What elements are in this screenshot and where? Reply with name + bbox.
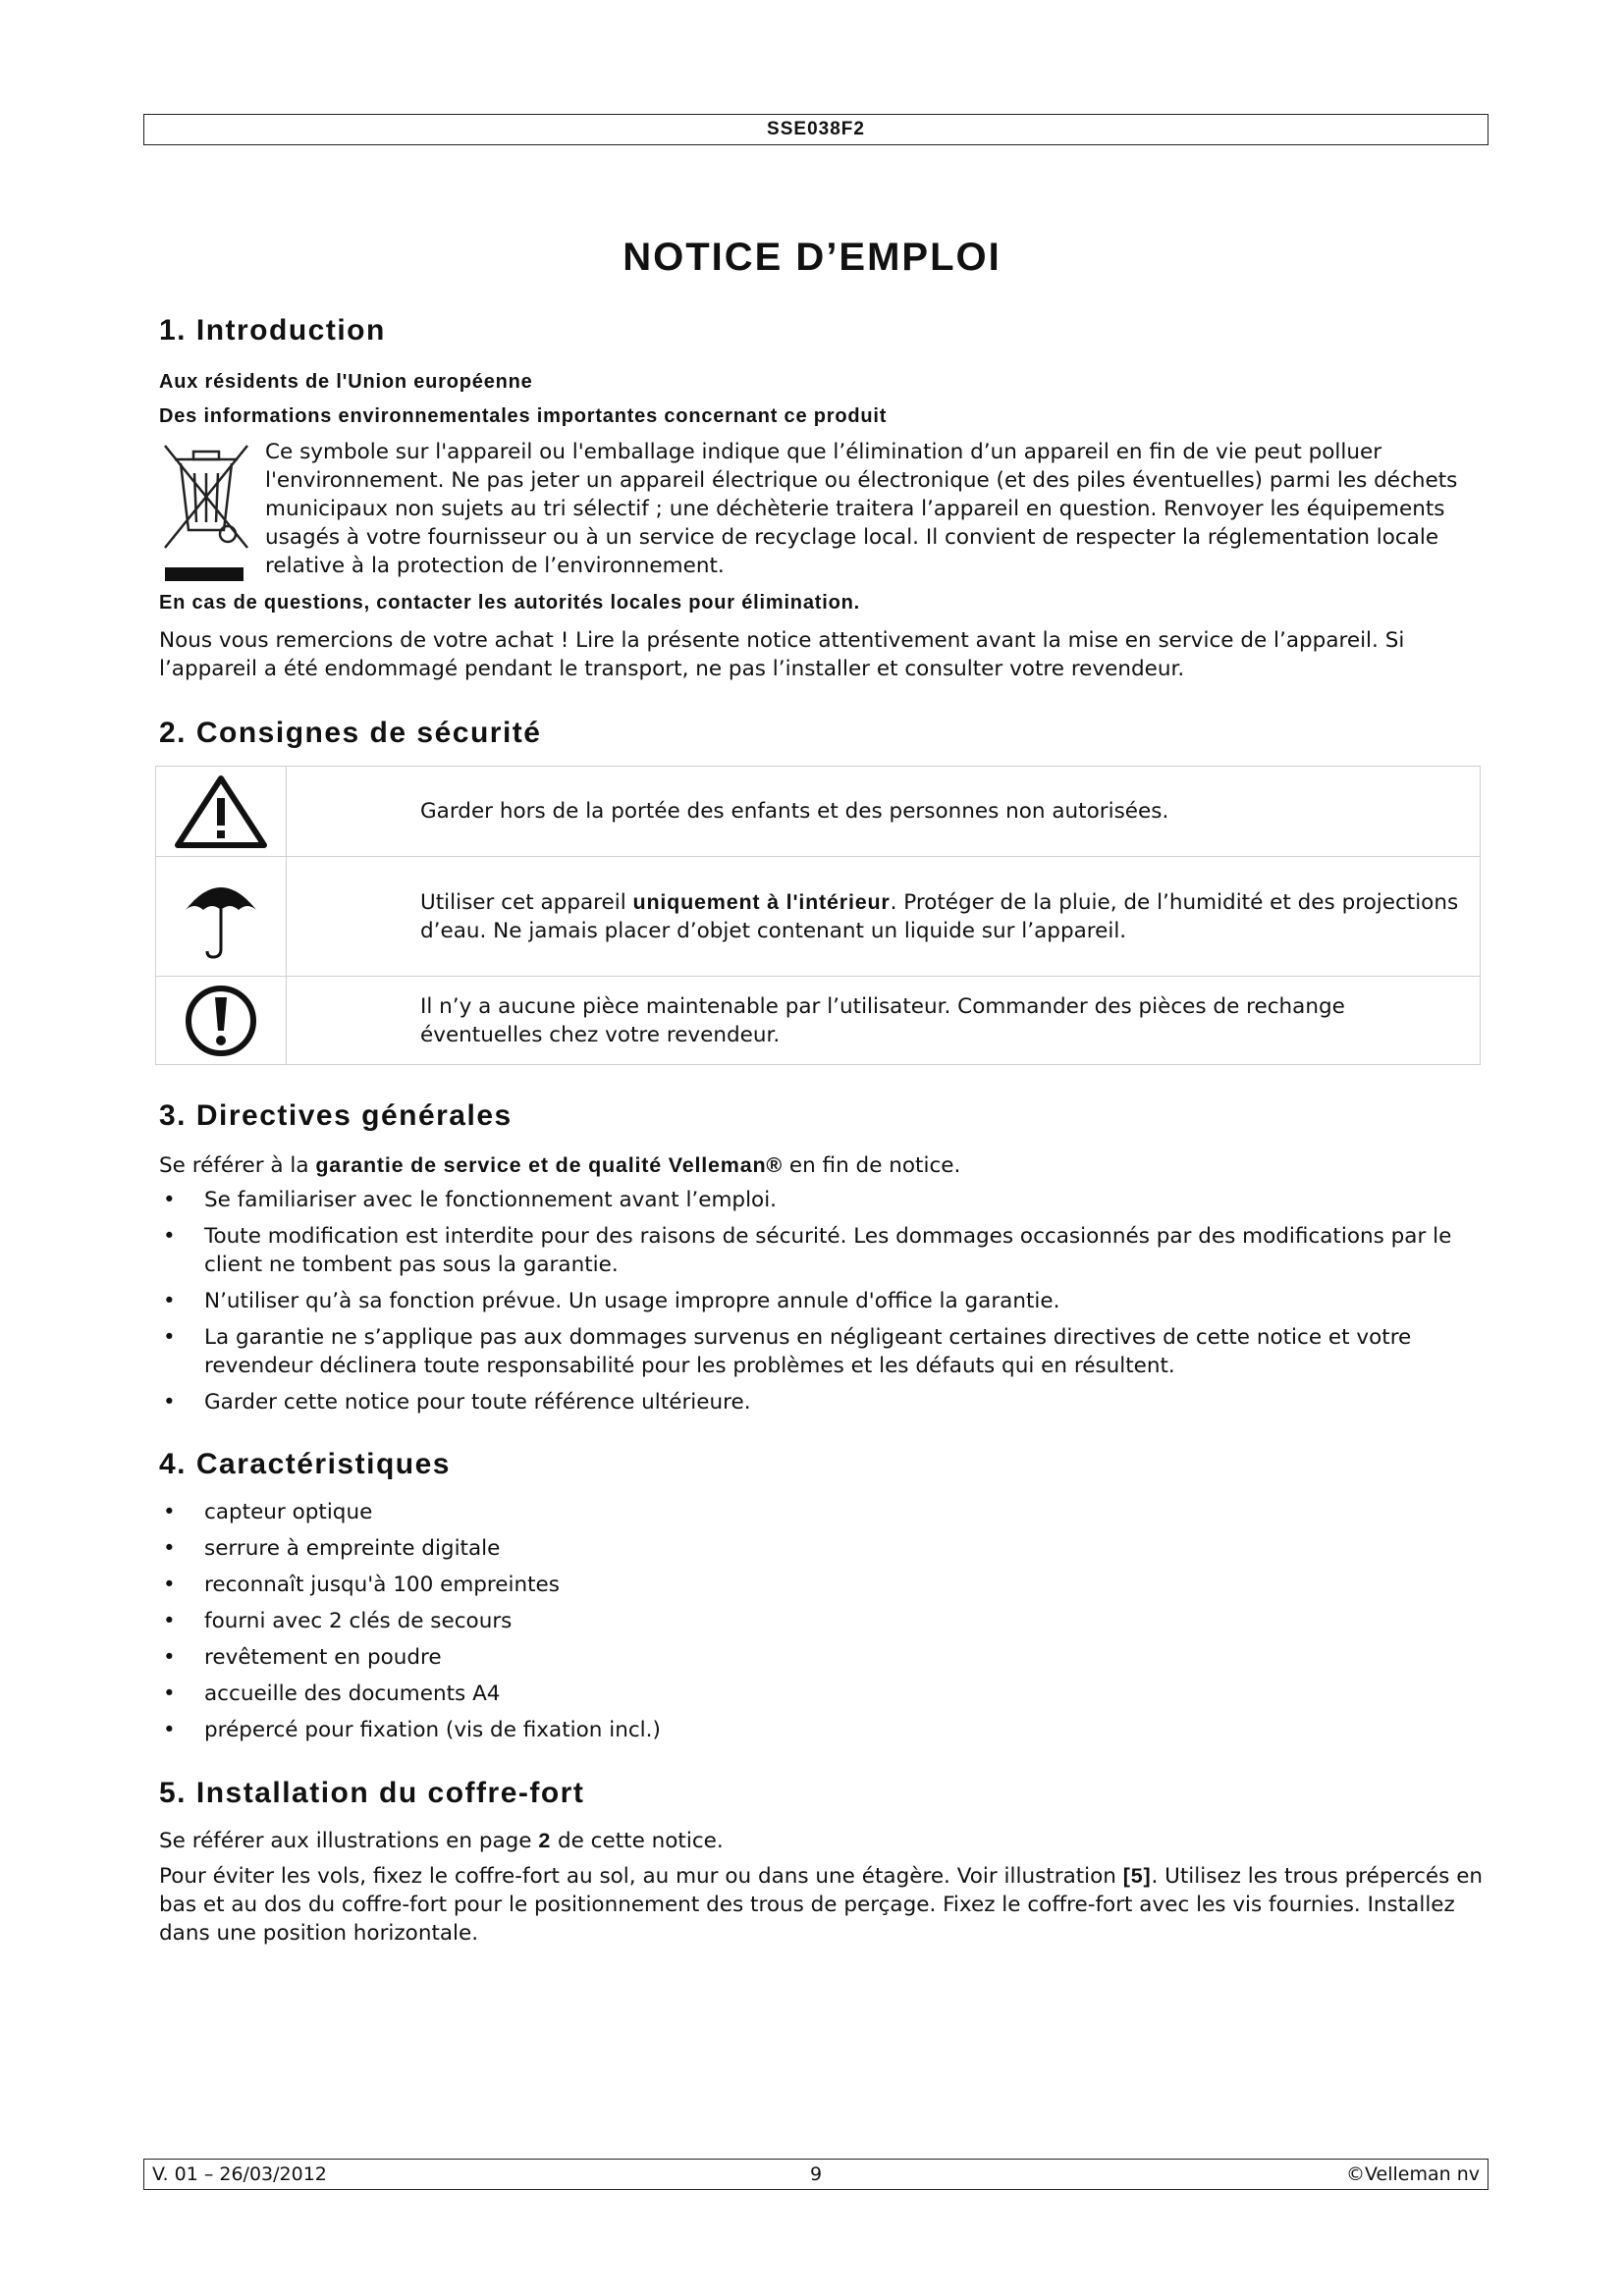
general-intro-post: en fin de notice. bbox=[783, 1153, 961, 1178]
umbrella-icon bbox=[182, 873, 260, 961]
safety-instructions-table bbox=[155, 766, 1481, 1065]
footer-version: V. 01 – 26/03/2012 bbox=[152, 2163, 327, 2185]
safety-icon-cell bbox=[156, 977, 287, 1065]
install-p1-pre: Se référer aux illustrations en page bbox=[159, 1829, 539, 1853]
weee-crossed-bin-icon bbox=[161, 440, 251, 585]
safety-text-indoor-pre: Utiliser cet appareil bbox=[420, 889, 633, 915]
list-item: • reconnaît jusqu'à 100 empreintes bbox=[159, 1571, 1485, 1599]
install-illustrations-ref bbox=[159, 1827, 1485, 1855]
warning-triangle-icon bbox=[174, 774, 268, 849]
list-item: • revêtement en poudre bbox=[159, 1643, 1485, 1672]
list-item: • accueille des documents A4 bbox=[159, 1680, 1485, 1708]
list-item: • Toute modification est interdite pour des raisons de sécurité. Les dommages occasionnés par des modifications par le client ne tombent pas sous la garantie. bbox=[159, 1222, 1485, 1279]
footer-page-number: 9 bbox=[809, 2163, 823, 2185]
general-intro-pre: Se référer à la bbox=[159, 1153, 316, 1178]
safety-text-children: Garder hors de la portée des enfants et des personnes non autorisées. bbox=[287, 767, 1481, 857]
section-heading-features: 4. Caractéristiques bbox=[159, 1448, 451, 1480]
install-p1-post: de cette notice. bbox=[551, 1829, 724, 1853]
general-intro bbox=[159, 1151, 1485, 1180]
list-item: • capteur optique bbox=[159, 1498, 1485, 1526]
safety-text-indoor-post: . Protéger de la pluie, de l’humidité et des projections d’eau. Ne jamais placer d’objet contenant un liquide sur l’appareil. bbox=[420, 889, 1459, 943]
exclamation-circle-icon bbox=[182, 984, 260, 1058]
section-heading-installation: 5. Installation du coffre-fort bbox=[159, 1777, 585, 1809]
contact-authorities-text: En cas de questions, contacter les autorités locales pour élimination. bbox=[159, 592, 860, 614]
list-item: • N’utiliser qu’à sa fonction prévue. Un usage impropre annule d'office la garantie. bbox=[159, 1287, 1485, 1315]
list-item: • La garantie ne s’applique pas aux dommages survenus en négligeant certaines directives de cette notice et votre revendeur déclinera toute responsabilité pour les problèmes et les défauts qui en résultent. bbox=[159, 1323, 1485, 1380]
page-title: NOTICE D’EMPLOI bbox=[623, 236, 1001, 279]
features-list bbox=[159, 1498, 1485, 1744]
safety-row bbox=[156, 767, 1481, 857]
footer bbox=[143, 2159, 1489, 2190]
eu-residents-subheading: Aux résidents de l'Union européenne bbox=[159, 371, 533, 393]
safety-row bbox=[156, 857, 1481, 977]
general-guidelines-list bbox=[159, 1186, 1485, 1416]
thank-you-paragraph: Nous vous remercions de votre achat ! Lire la présente notice attentivement avant la mise en service de l’appareil. Si l’appareil a été endommagé pendant le transport, ne pas l’installer et consulter votre revendeur. bbox=[159, 628, 1405, 681]
footer-copyright: ©Velleman nv bbox=[1346, 2163, 1480, 2185]
list-item: • Se familiariser avec le fonctionnement avant l’emploi. bbox=[159, 1186, 1485, 1214]
environmental-info-subheading: Des informations environnementales importantes concernant ce produit bbox=[159, 405, 888, 427]
safety-text-indoor-bold: uniquement à l'intérieur bbox=[632, 889, 891, 914]
install-p2-figure-ref: [5] bbox=[1122, 1864, 1152, 1888]
install-p1-page: 2 bbox=[538, 1829, 552, 1852]
section-heading-introduction: 1. Introduction bbox=[159, 314, 386, 347]
safety-icon-cell bbox=[156, 767, 287, 857]
list-item: • serrure à empreinte digitale bbox=[159, 1534, 1485, 1563]
section-heading-general: 3. Directives générales bbox=[159, 1099, 513, 1132]
list-item: • prépercé pour fixation (vis de fixation incl.) bbox=[159, 1716, 1485, 1744]
safety-text-no-user-parts: Il n’y a aucune pièce maintenable par l’utilisateur. Commander des pièces de rechange éventuelles chez votre revendeur. bbox=[287, 977, 1481, 1065]
header-model: SSE038F2 bbox=[143, 114, 1489, 145]
general-intro-warranty: garantie de service et de qualité Velleman® bbox=[315, 1153, 784, 1177]
weee-notice-text: Ce symbole sur l'appareil ou l'emballage indique que l’élimination d’un appareil en fin de vie peut polluer l'environnement. Ne pas jeter un appareil électrique ou électronique (et des piles éventuelles) parmi les déchets municipaux non sujets au tri sélectif ; une déchèterie traitera l’appareil en question. Renvoyer les équipements usagés à votre fournisseur ou à un service de recyclage local. Il convient de respecter la réglementation locale relative à la protection de l’environnement. bbox=[265, 440, 1458, 578]
install-p2-post: . Utilisez les trous prépercés en bas et au dos du coffre-fort pour le positionnement des trous de perçage. Fixez le coffre-fort avec les vis fournies. Installez dans une position horizontale. bbox=[159, 1864, 1484, 1946]
list-item: • fourni avec 2 clés de secours bbox=[159, 1607, 1485, 1635]
list-item: • Garder cette notice pour toute référence ultérieure. bbox=[159, 1388, 1485, 1416]
install-p2-pre: Pour éviter les vols, fixez le coffre-fort au sol, au mur ou dans une étagère. Voir illustration bbox=[159, 1864, 1123, 1889]
safety-icon-cell bbox=[156, 857, 287, 977]
safety-row bbox=[156, 977, 1481, 1065]
section-heading-safety: 2. Consignes de sécurité bbox=[159, 717, 542, 749]
safety-text-indoor bbox=[287, 857, 1481, 977]
install-paragraph bbox=[159, 1862, 1485, 1948]
